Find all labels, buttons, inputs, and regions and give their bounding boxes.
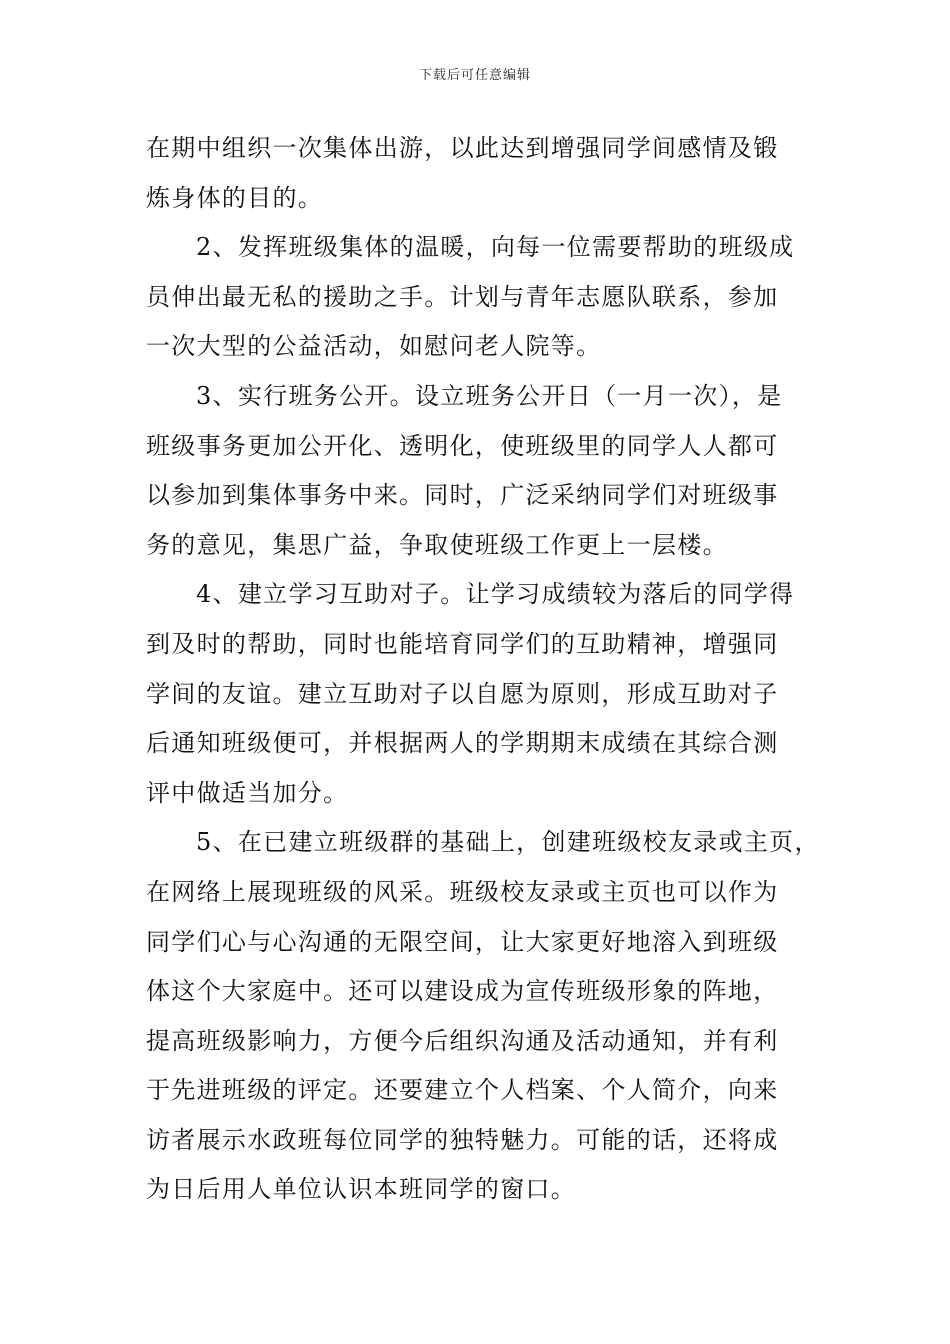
text-line: 在网络上展现班级的风采。班级校友录或主页也可以作为 <box>146 877 779 906</box>
text-line: 以参加到集体事务中来。同时，广泛采纳同学们对班级事 <box>146 481 779 510</box>
text-line: 5、在已建立班级群的基础上，创建班级校友录或主页， <box>196 828 820 857</box>
text-line: 体这个大家庭中。还可以建设成为宣传班级形象的阵地， <box>146 977 779 1006</box>
page-header: 下载后可任意编辑 <box>418 68 531 83</box>
text-line: 后通知班级便可，并根据两人的学期期末成绩在其综合测 <box>146 729 779 758</box>
text-line: 于先进班级的评定。还要建立个人档案、个人简介，向来 <box>146 1076 779 1105</box>
text-line: 访者展示水政班每位同学的独特魅力。可能的话，还将成 <box>146 1125 779 1154</box>
text-line: 一次大型的公益活动，如慰问老人院等。 <box>146 332 602 361</box>
text-line: 到及时的帮助，同时也能培育同学们的互助精神，增强同 <box>146 629 779 658</box>
text-line: 3、实行班务公开。设立班务公开日（一月一次），是 <box>196 381 783 410</box>
text-line: 务的意见，集思广益，争取使班级工作更上一层楼。 <box>146 530 728 559</box>
document-body <box>146 124 820 1215</box>
text-line: 班级事务更加公开化、透明化，使班级里的同学人人都可 <box>146 431 779 460</box>
text-line: 员伸出最无私的援助之手。计划与青年志愿队联系，参加 <box>146 282 779 311</box>
text-line: 提高班级影响力，方便今后组织沟通及活动通知，并有利 <box>146 1026 779 1055</box>
text-line: 在期中组织一次集体出游，以此达到增强同学间感情及锻 <box>146 134 779 162</box>
text-line: 学间的友谊。建立互助对子以自愿为原则，形成互助对子 <box>146 679 779 708</box>
text-line: 为日后用人单位认识本班同学的窗口。 <box>146 1175 577 1204</box>
text-line: 评中做适当加分。 <box>146 778 349 807</box>
text-line: 2、发挥班级集体的温暖，向每一位需要帮助的班级成 <box>196 233 795 262</box>
text-line: 同学们心与心沟通的无限空间，让大家更好地溶入到班级 <box>146 927 779 956</box>
text-line: 4、建立学习互助对子。让学习成绩较为落后的同学得 <box>196 580 795 609</box>
text-line: 炼身体的目的。 <box>146 183 324 212</box>
